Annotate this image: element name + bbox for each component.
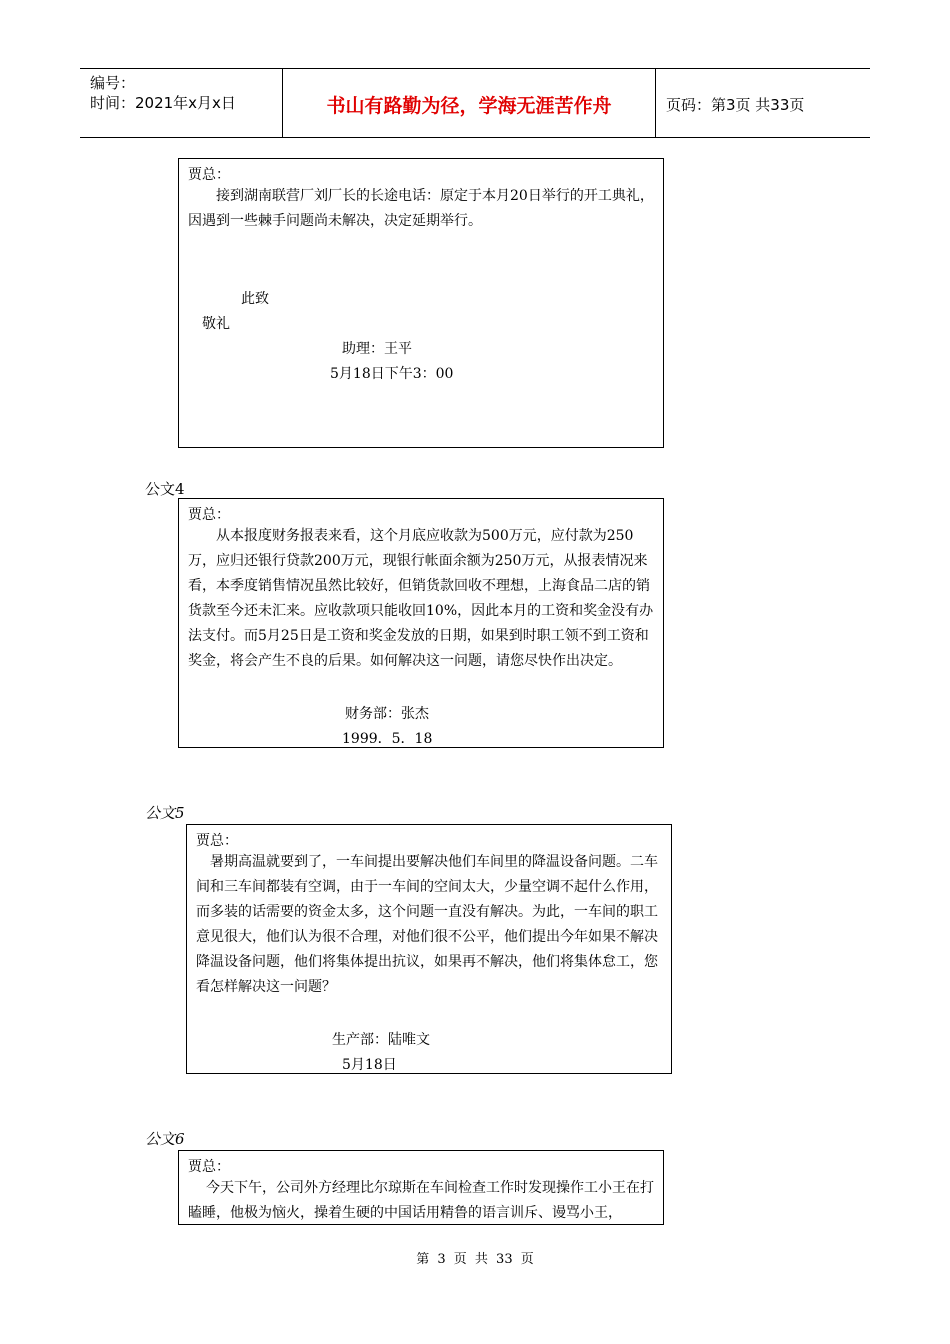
- memo-box-3: [178, 158, 664, 448]
- memo-label-6: 公文6: [145, 1130, 185, 1148]
- memo-label-4: 公文4: [145, 480, 185, 498]
- memo-closing-2: 敬礼: [202, 316, 230, 332]
- header-info-cell: [80, 69, 283, 137]
- memo-body: 暑期高温就要到了，一车间提出要解决他们车间里的降温设备问题。二车间和三车间都装有空调，由于一车间的空间太大，少量空调不起什么作用，而多装的话需要的资金太多，这个问题一直没有解决。为此，一车间的职工意见很大，他们认为很不合理，对他们很不公平，他们提出今年如果不解决降温设备问题，他们将集体提出抗议，如果再不解决，他们将集体怠工，您看怎样解决这一问题？: [196, 854, 658, 995]
- document-date: 时间：2021年x月x日: [90, 94, 236, 112]
- memo-body: 今天下午，公司外方经理比尔琼斯在车间检查工作时发现操作工小王在打瞌睡，他极为恼火，操着生硬的中国话用精鲁的语言训斥、谩骂小王，: [188, 1180, 654, 1221]
- memo-salutation: 贾总：: [196, 833, 238, 849]
- motto: 书山有路勤为径，学海无涯苦作舟: [326, 95, 612, 117]
- memo-date: 1999．5．18: [342, 731, 433, 747]
- memo-signer: 助理：王平: [342, 341, 412, 357]
- memo-date: 5月18日下午3：00: [330, 366, 454, 382]
- memo-salutation: 贾总：: [188, 1159, 230, 1175]
- memo-box-6: [178, 1150, 664, 1225]
- page-footer: 第 3 页 共 33 页: [416, 1252, 534, 1267]
- header-page-cell: [656, 69, 870, 137]
- memo-box-4: [178, 498, 664, 748]
- memo-signer: 财务部：张杰: [345, 706, 429, 722]
- memo-date: 5月18日: [342, 1057, 397, 1073]
- document-number: 编号：: [90, 74, 136, 92]
- memo-salutation: 贾总：: [188, 507, 230, 523]
- document-header: [80, 68, 870, 138]
- header-motto-cell: [283, 69, 656, 137]
- memo-body: 从本报度财务报表来看，这个月底应收款为500万元，应付款为250万，应归还银行贷款200万元，现银行帐面余额为250万元，从报表情况来看，本季度销售情况虽然比较好，但销货款回收不理想，上海食品二店的销货款至今还未汇来。应收款项只能收回10%，因此本月的工资和奖金没有办法支付。而5月25日是工资和奖金发放的日期，如果到时职工领不到工资和奖金，将会产生不良的后果。如何解决这一问题，请您尽快作出决定。: [188, 528, 654, 669]
- memo-label-5: 公文5: [145, 804, 185, 822]
- memo-closing-1: 此致: [241, 291, 269, 307]
- memo-body: 接到湖南联营厂刘厂长的长途电话：原定于本月20日举行的开工典礼，因遇到一些棘手问题尚未解决，决定延期举行。: [188, 188, 654, 229]
- memo-signer: 生产部：陆唯文: [332, 1032, 430, 1048]
- memo-salutation: 贾总：: [188, 167, 230, 183]
- memo-box-5: [186, 824, 672, 1074]
- page-number: 页码：第3页 共33页: [666, 96, 805, 114]
